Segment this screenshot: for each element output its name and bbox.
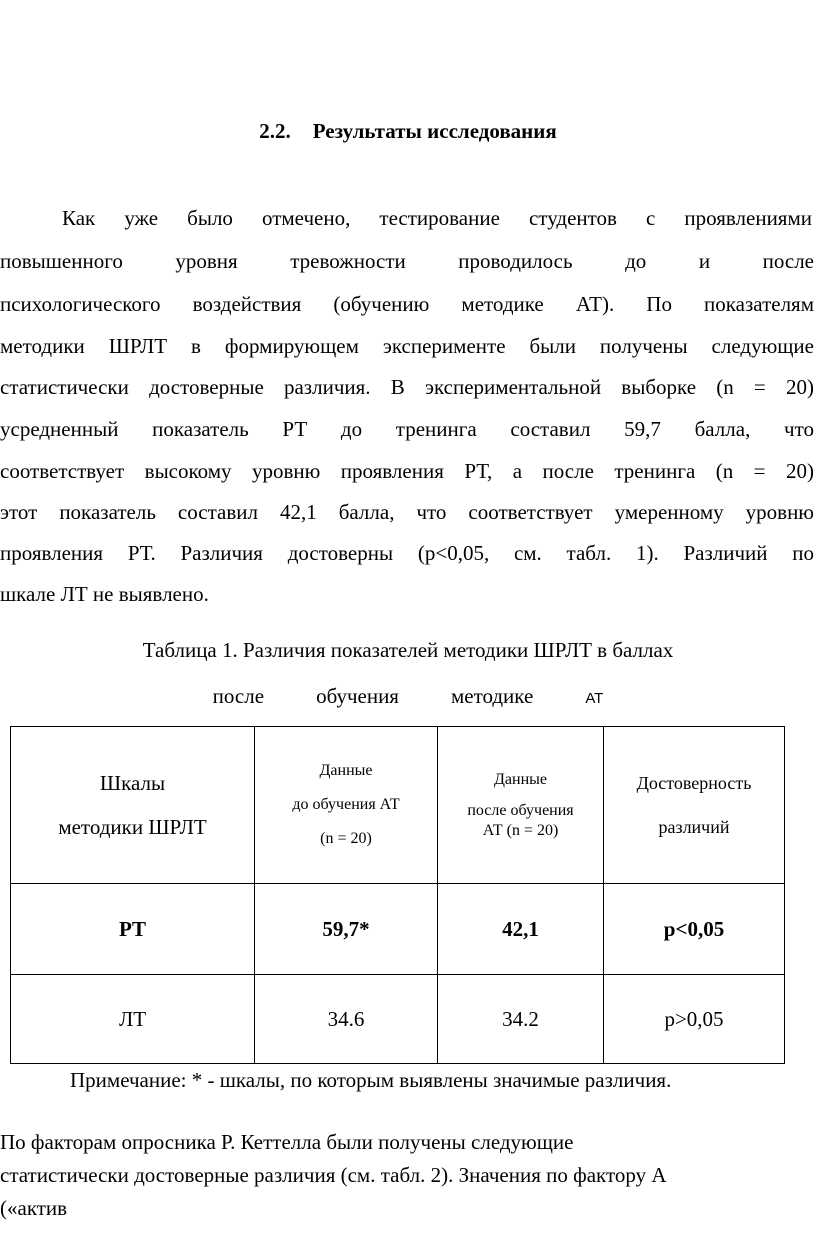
header-cell-significance [604,727,785,884]
header-text: Шкалы [99,771,166,795]
significance-cell: p<0,05 [604,884,785,975]
caption-word: после [212,684,265,708]
paragraph-line: Как уже было отмечено, тестирование студентов с проявлениями [62,206,812,230]
table-caption: Таблица 1. Различия показателей методики ШРЛТ в баллах [142,638,674,662]
table-row [11,884,785,975]
before-cell: 59,7* [255,884,438,975]
table-caption-line2 [0,684,816,709]
paragraph-line: проявления РТ. Различия достоверны (p<0,05, см. табл. 1). Различий по [0,541,814,565]
scale-cell: РТ [11,884,255,975]
header-text: Достоверность [636,773,752,793]
before-cell: 34.6 [255,975,438,1064]
results-table [10,726,785,1064]
header-text: различий [658,817,730,837]
caption-word: АТ [585,690,604,707]
paragraph-line: психологического воздействия (обучению методике АТ). По показателям [0,292,814,316]
section-heading [0,119,816,144]
paragraph-line: этот показатель составил 42,1 балла, что соответствует умеренному уровню [0,500,814,524]
header-cell-scales [11,727,255,884]
table-header-row [11,727,785,884]
paragraph-line: статистически достоверные различия (см. табл. 2). Значения по фактору А [0,1163,667,1187]
section-number: 2.2. [259,119,291,143]
paragraph-line: шкале ЛТ не выявлено. [0,582,209,606]
after-cell: 42,1 [438,884,604,975]
significance-cell: p>0,05 [604,975,785,1064]
header-text: до обучения АТ [292,796,400,813]
paragraph-line: статистически достоверные различия. В экспериментальной выборке (n = 20) [0,375,814,399]
scale-cell: ЛТ [11,975,255,1064]
header-text: Данные [319,762,373,779]
section-title: Результаты исследования [312,119,557,143]
paragraph-line: повышенного уровня тревожности проводилось до и после [0,249,814,273]
paragraph-line: соответствует высокому уровню проявления РТ, а после тренинга (n = 20) [0,459,814,483]
header-text: (n = 20) [320,830,372,847]
caption-word: обучения [316,684,399,708]
header-text: методики ШРЛТ [58,815,207,839]
paragraph-line: По факторам опросника Р. Кеттелла были получены следующие [0,1130,574,1154]
paragraph-line: («актив [0,1196,68,1220]
header-cell-after [438,727,604,884]
paragraph-line: методики ШРЛТ в формирующем эксперименте были получены следующие [0,334,814,358]
paragraph-line: усредненный показатель РТ до тренинга составил 59,7 балла, что [0,417,814,441]
header-text: Данные [494,771,547,788]
caption-word: методике [450,684,534,708]
table-note: Примечание: * - шкалы, по которым выявлены значимые различия. [70,1068,672,1092]
header-text: АТ (n = 20) [482,822,559,839]
after-cell: 34.2 [438,975,604,1064]
header-cell-before [255,727,438,884]
header-text: после обучения [467,802,574,819]
table-row [11,975,785,1064]
